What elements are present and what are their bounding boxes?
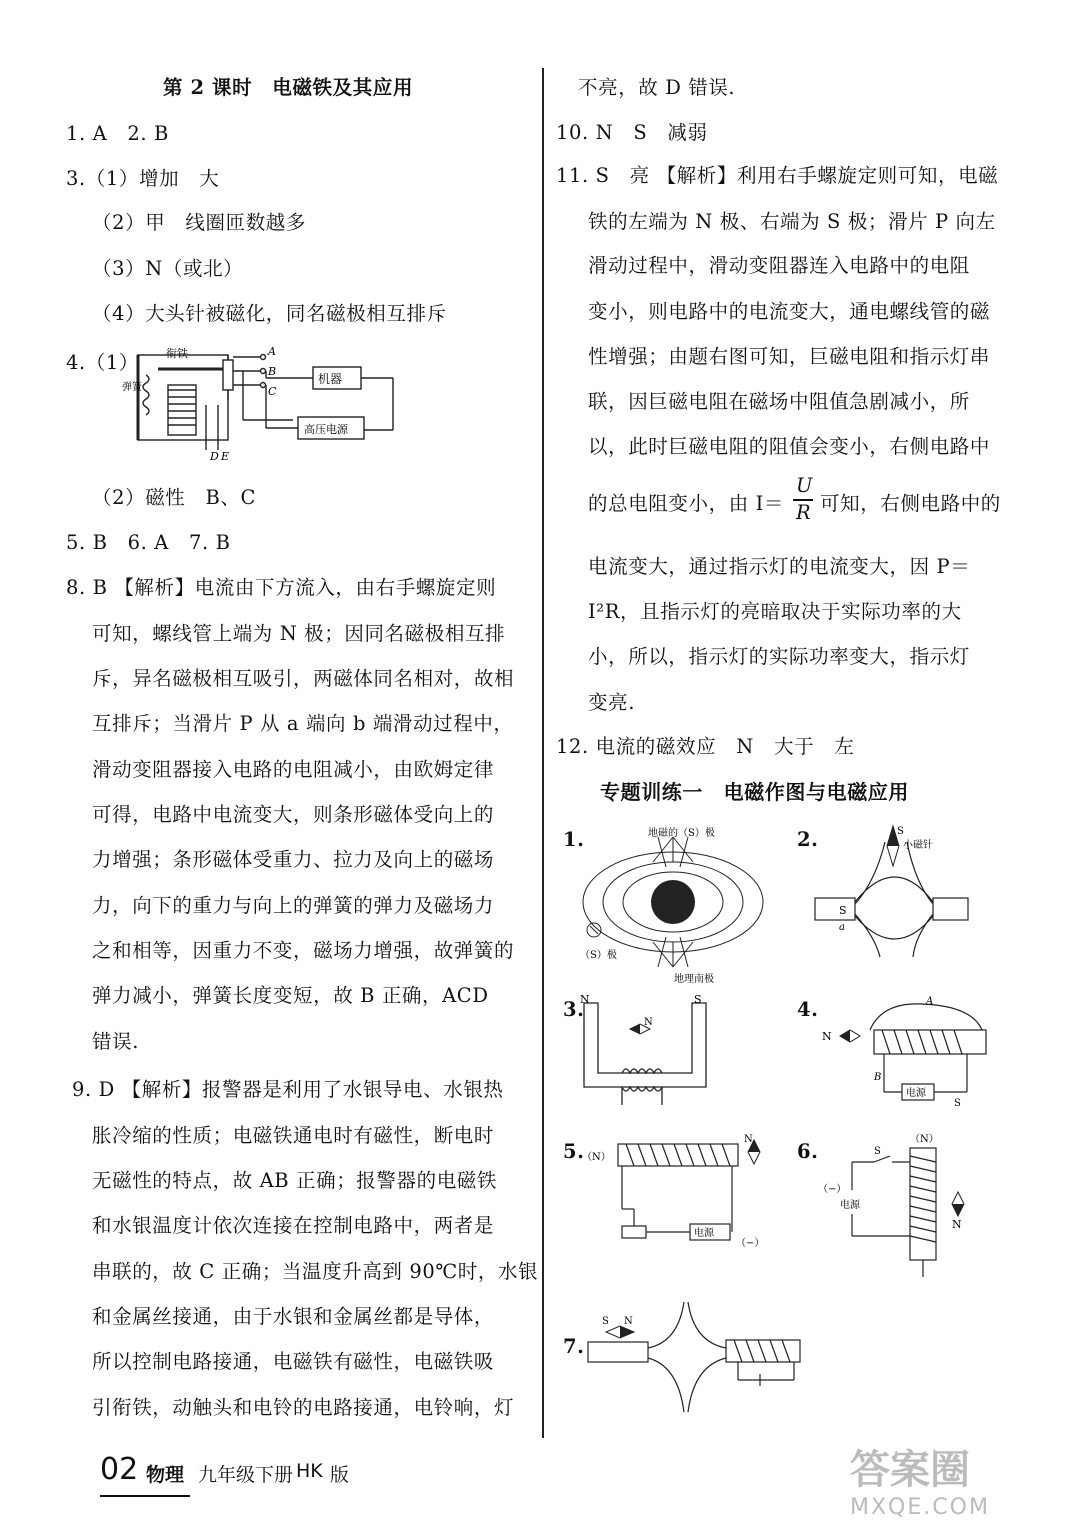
fig4-num: 4. xyxy=(797,998,819,1021)
answer-11-line9: 电流变大，通过指示灯的电流变大，因 P＝ xyxy=(588,555,971,578)
answer-3-4: （4）大头针被磁化，同名磁极相互排斥 xyxy=(92,302,447,325)
answer-10: 10. N S 减弱 xyxy=(556,121,708,144)
label-xiantie: 衔铁 xyxy=(166,347,188,360)
fig4-source: 电源 xyxy=(906,1088,926,1099)
label-jiqi: 机器 xyxy=(318,372,343,386)
fig6-needle-N: N xyxy=(952,1218,962,1231)
figure-5-solenoid xyxy=(582,1134,782,1254)
footer-edition: HK xyxy=(296,1460,323,1482)
answer-3-1: 3.（1）增加 大 xyxy=(66,167,220,190)
fig5-source: 电源 xyxy=(694,1228,714,1239)
fig4-A: A xyxy=(926,996,934,1007)
answer-3-2: （2）甲 线圈匝数越多 xyxy=(92,211,307,234)
fig6-S: S xyxy=(874,1146,881,1157)
fig6-minus: （−） xyxy=(818,1184,847,1195)
label-high-voltage: 高压电源 xyxy=(304,423,348,436)
answer-11-formula-post: 可知，右侧电路中的 xyxy=(820,492,1001,515)
fig1-top-label: 地磁的（S）极 xyxy=(648,828,715,839)
answer-8-line5: 滑动变阻器接入电路的电阻减小，由欧姆定律 xyxy=(92,758,495,781)
fig6-num: 6. xyxy=(797,1140,819,1163)
column-divider xyxy=(542,68,544,1438)
answer-11-line4: 变小，则电路中的电流变大，通电螺线管的磁 xyxy=(588,300,991,323)
fig5-needle-N: N xyxy=(744,1134,753,1145)
answer-11-line7: 以，此时巨磁电阻的阻值会变小，右侧电路中 xyxy=(588,435,991,458)
fig3-N: N xyxy=(580,993,590,1006)
answer-5-7: 5. B 6. A 7. B xyxy=(66,531,231,554)
answer-9-line5: 串联的，故 C 正确；当温度升高到 90℃时，水银 xyxy=(92,1260,539,1283)
footer-subject: 物理 xyxy=(146,1464,185,1486)
answer-4-2: （2）磁性 B、C xyxy=(92,486,257,509)
fig3-num: 3. xyxy=(563,998,585,1021)
figure-6-solenoid xyxy=(818,1132,978,1282)
fig4-B: B xyxy=(874,1072,882,1083)
answer-8-line2: 可知，螺线管上端为 N 极；因同名磁极相互排 xyxy=(92,622,506,645)
fig3-S: S xyxy=(694,993,702,1006)
answer-8-line4: 互排斥；当滑片 P 从 a 端向 b 端滑动过程中， xyxy=(92,712,514,735)
answer-11-line3: 滑动过程中，滑动变阻器连入电路中的电阻 xyxy=(588,254,970,277)
fig7-num: 7. xyxy=(563,1335,585,1358)
answer-8-line11: 错误. xyxy=(92,1030,139,1053)
fig2-num: 2. xyxy=(797,828,819,851)
figure-3-u-magnet xyxy=(582,995,712,1105)
fig5-N: （N） xyxy=(582,1152,611,1163)
watermark-url: MXQE.COM xyxy=(850,1495,990,1520)
answer-3-3: （3）N（或北） xyxy=(92,257,244,280)
fig1-num: 1. xyxy=(563,828,585,851)
label-C: C xyxy=(268,385,277,398)
fig1-bottom-label: 地理南极 xyxy=(674,974,714,985)
fig1-left-label: （S）极 xyxy=(580,950,617,961)
answer-11-line5: 性增强；由题右图可知，巨磁电阻和指示灯串 xyxy=(588,345,991,368)
answer-11-line1: 11. S 亮 【解析】利用右手螺旋定则可知，电磁 xyxy=(556,164,999,187)
answer-8-line1: 8. B 【解析】电流由下方流入，由右手螺旋定则 xyxy=(66,576,497,599)
fig4-N: N xyxy=(822,1030,832,1043)
answer-11-line2: 铁的左端为 N 极、右端为 S 极；滑片 P 向左 xyxy=(588,210,996,233)
page-number: 02 xyxy=(100,1452,139,1487)
answer-11-line10: I²R，且指示灯的亮暗取决于实际功率的大 xyxy=(588,600,962,623)
fig2-S2: S xyxy=(839,904,847,917)
answer-12: 12. 电流的磁效应 N 大于 左 xyxy=(556,735,855,758)
answer-8-line7: 力增强；条形磁体受重力、拉力及向上的磁场 xyxy=(92,848,495,871)
label-E: E xyxy=(221,450,230,463)
answer-8-line8: 力，向下的重力与向上的弹簧的弹力及磁场力 xyxy=(92,894,495,917)
answer-8-line10: 弹力减小，弹簧长度变短，故 B 正确，ACD xyxy=(92,984,489,1007)
answer-1-2: 1. A 2. B xyxy=(66,122,169,145)
fig4-S: S xyxy=(954,1098,961,1109)
answer-11-line11: 小，所以，指示灯的实际功率变大，指示灯 xyxy=(588,645,970,668)
answer-9-line4: 和水银温度计依次连接在控制电路中，两者是 xyxy=(92,1214,495,1237)
earth-icon xyxy=(651,880,695,924)
answer-9-line1: 9. D 【解析】报警器是利用了水银导电、水银热 xyxy=(72,1078,504,1101)
label-B: B xyxy=(268,365,277,378)
answer-11-line12: 变亮. xyxy=(588,691,635,714)
fig7-N: N xyxy=(624,1316,633,1327)
fig2-S: S xyxy=(897,826,904,837)
section-title-2: 专题训练一 电磁作图与电磁应用 xyxy=(600,780,909,804)
answer-9-line8: 引衔铁，动触头和电铃的电路接通，电铃响，灯 xyxy=(92,1396,515,1419)
footer-grade: 九年级下册 xyxy=(198,1464,294,1486)
fig3-needle-N: N xyxy=(644,1017,653,1028)
fig7-S: S xyxy=(602,1316,609,1327)
fig6-N: （N） xyxy=(910,1134,939,1145)
answer-4-num: 4.（1） xyxy=(66,351,140,374)
answer-9-cont: 不亮，故 D 错误. xyxy=(578,76,736,99)
answer-8-line6: 可得，电路中电流变大，则条形磁体受向上的 xyxy=(92,803,495,826)
label-tanhuang: 弹簧 xyxy=(122,382,142,393)
fig2-needle-label: 小磁针 xyxy=(903,840,933,851)
watermark-logo: 答案圈 xyxy=(850,1447,970,1493)
fraction-denominator: R xyxy=(796,501,812,524)
label-A: A xyxy=(268,345,276,358)
figure-4-circuit xyxy=(118,345,408,465)
answer-8-line3: 斥，异名磁极相互吸引，两磁体同名相对，故相 xyxy=(92,667,515,690)
fig5-num: 5. xyxy=(563,1140,585,1163)
figure-2-magnets xyxy=(815,822,975,962)
page-number-underline xyxy=(100,1495,190,1497)
fraction-numerator: U xyxy=(796,474,814,497)
fig2-a: a xyxy=(839,922,845,933)
footer-ban: 版 xyxy=(330,1464,350,1486)
figure-4-solenoid xyxy=(822,992,992,1112)
answer-8-line9: 之和相等，因重力不变，磁场力增强，故弹簧的 xyxy=(92,939,515,962)
fig5-minus: （−） xyxy=(736,1238,765,1249)
watermark xyxy=(850,1438,990,1520)
answer-9-line2: 胀冷缩的性质；电磁铁通电时有磁性，断电时 xyxy=(92,1124,495,1147)
figure-1-earth-field xyxy=(578,822,778,985)
answer-11-line6: 联，因巨磁电阻在磁场中阻值急剧减小，所 xyxy=(588,390,970,413)
answer-9-line3: 无磁性的特点，故 AB 正确；报警器的电磁铁 xyxy=(92,1169,498,1192)
figure-7-field-lines xyxy=(588,1302,808,1422)
label-D: D xyxy=(210,450,219,463)
section-title: 第 2 课时 电磁铁及其应用 xyxy=(163,76,414,99)
fig6-source: 电源 xyxy=(840,1200,860,1211)
answer-9-line7: 所以控制电路接通，电磁铁有磁性，电磁铁吸 xyxy=(92,1350,495,1373)
answer-9-line6: 和金属丝接通，由于水银和金属丝都是导体， xyxy=(92,1305,495,1328)
answer-11-formula-pre: 的总电阻变小，由 I＝ xyxy=(588,492,785,515)
